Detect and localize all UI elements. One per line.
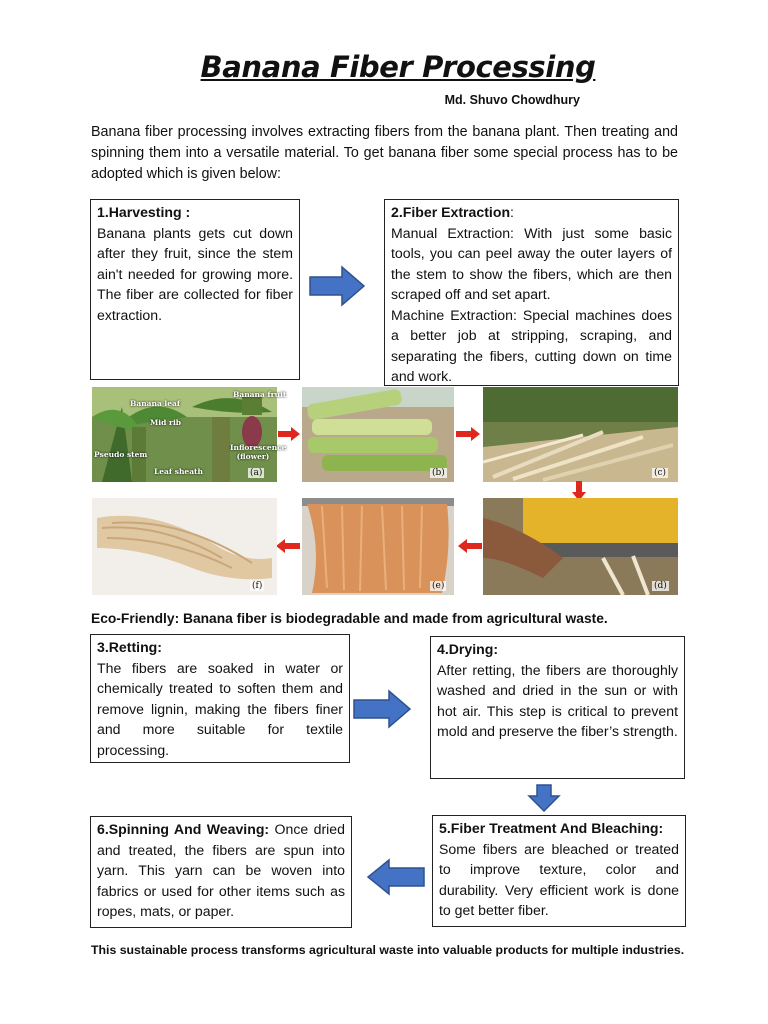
spinning-heading: 6.Spinning And Weaving: <box>97 821 270 837</box>
arrow-left-icon <box>366 858 426 896</box>
panel-b-label: (b) <box>432 468 445 478</box>
process-figure <box>90 385 680 600</box>
extraction-heading-colon: : <box>510 204 514 220</box>
harvesting-body: Banana plants gets cut down after they fruit, since the stem ain't needed for growing more. The fiber are collected for fiber extraction. <box>97 224 293 323</box>
harvesting-box <box>90 199 300 380</box>
retting-heading: 3.Retting: <box>97 639 162 655</box>
arrow-right-icon <box>308 265 366 307</box>
drying-heading: 4.Drying: <box>437 641 499 657</box>
machine-extraction-text: Machine Extraction: Special machines does a better job at stripping, scraping, and separating the fibers, cutting down on time and work. <box>391 306 672 384</box>
label-mid-rib: Mid rib <box>150 418 182 427</box>
arrow-right-icon <box>352 689 412 729</box>
spinning-body: Once dried and treated, the fibers are spun into yarn. This yarn can be woven into fabrics or used for other items such as ropes, mats, or paper. <box>97 821 345 919</box>
fiber-extraction-box <box>384 199 679 386</box>
intro-paragraph: Banana fiber processing involves extracting fibers from the banana plant. Then treating and spinning them into a versatile material. To get banana fiber some special process has to be adopted which is given below: <box>91 124 678 182</box>
label-leaf-sheath: Leaf sheath <box>154 467 203 476</box>
treatment-body: Some fibers are bleached or treated to improve texture, color and durability. Very efficient work is done to get better fiber. <box>439 840 679 918</box>
panel-c-label: (c) <box>654 468 667 478</box>
panel-d-label: (d) <box>654 581 667 591</box>
label-pseudo-stem: Pseudo stem <box>94 450 148 459</box>
arrow-right-icon <box>278 427 300 441</box>
arrow-right-icon <box>456 427 480 441</box>
label-inflorescence: Inflorescence (flower) <box>230 443 287 461</box>
panel-a-label: (a) <box>250 468 263 478</box>
drying-body: After retting, the fibers are thoroughly washed and dried in the sun or with hot air. This step is critical to prevent mold and preserve the fiber’s strength. <box>437 661 678 739</box>
label-banana-leaf: Banana leaf <box>130 399 181 408</box>
stripped-sheaths-photo <box>483 387 678 482</box>
arrow-left-icon <box>276 539 300 553</box>
treatment-heading: 5.Fiber Treatment And Bleaching: <box>439 820 664 836</box>
arrow-left-icon <box>458 539 482 553</box>
extraction-machine-photo <box>483 498 678 595</box>
panel-e-label: (e) <box>432 581 445 591</box>
page-title: Banana Fiber Processing <box>200 50 596 84</box>
fiber-treatment-box <box>432 815 686 927</box>
drying-box <box>430 636 685 779</box>
author-name: Md. Shuvo Chowdhury <box>444 93 580 107</box>
extraction-heading: 2.Fiber Extraction <box>391 204 511 220</box>
closing-statement: This sustainable process transforms agricultural waste into valuable products for multiple industries. <box>91 943 685 957</box>
harvesting-heading: 1.Harvesting : <box>97 204 191 220</box>
panel-f-label: (f) <box>252 581 263 591</box>
manual-extraction-text: Manual Extraction: With just some basic tools, you can peel away the outer layers of the stem to show the fibers, which are then scraped off and set apart. <box>391 224 672 302</box>
eco-friendly-note: Eco-Friendly: Banana fiber is biodegradable and made from agricultural waste. <box>91 611 608 626</box>
retting-body: The fibers are soaked in water or chemically treated to soften them and remove lignin, making the fibers finer and more suitable for textile processing. <box>97 659 343 758</box>
spinning-weaving-box <box>90 816 352 928</box>
label-banana-fruit: Banana fruit <box>233 390 287 399</box>
retting-box <box>90 634 350 763</box>
arrow-down-icon <box>527 784 561 812</box>
